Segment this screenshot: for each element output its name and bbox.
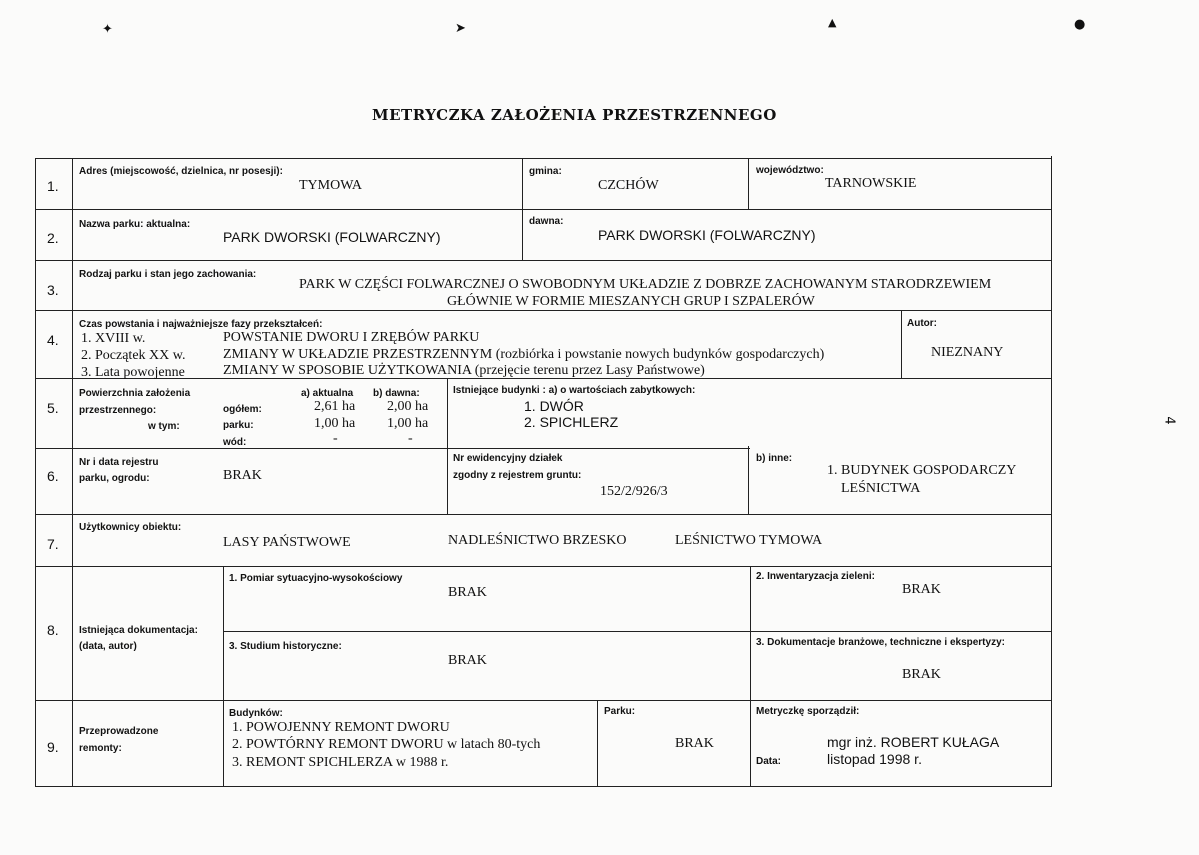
rejestr-value: BRAK xyxy=(223,468,262,483)
studium-value: BRAK xyxy=(448,653,487,668)
adres-value: TYMOWA xyxy=(299,178,362,193)
uzytkownicy-label: Użytkownicy obiektu: xyxy=(79,522,182,533)
r6-div-b xyxy=(748,446,749,514)
page-title: METRYCZKA ZAŁOŻENIA PRZESTRZENNEGO xyxy=(372,106,777,124)
sporzadzil-label: Metryczkę sporządził: xyxy=(756,706,860,717)
phase-2-what: ZMIANY W UKŁADZIE PRZESTRZENNYM (rozbiórka i powstanie nowych budynków gospodarczych) xyxy=(223,347,825,362)
budynek-1: 1. DWÓR xyxy=(524,398,584,414)
row-7-top xyxy=(35,514,1052,515)
r2-div xyxy=(522,209,523,260)
r1-div-a xyxy=(522,158,523,209)
inwentaryzacja-label: 2. Inwentaryzacja zieleni: xyxy=(756,571,875,582)
powierzchnia-label-2: przestrzennego: xyxy=(79,405,157,416)
ogolem-aktualna: 2,61 ha xyxy=(314,399,356,414)
table-left-border xyxy=(35,158,36,787)
row-number-4: 4. xyxy=(47,332,59,348)
studium-label: 3. Studium historyczne: xyxy=(229,641,342,652)
row-number-2: 2. xyxy=(47,230,59,246)
row-3-top xyxy=(35,260,1052,261)
r89-div-b xyxy=(750,566,751,786)
rejestr-label-2: parku, ogrodu: xyxy=(79,473,150,484)
number-column-divider xyxy=(72,158,73,787)
nazwa-aktualna-value: PARK DWORSKI (FOLWARCZNY) xyxy=(223,229,441,245)
phase-1-when: 1. XVIII w. xyxy=(81,331,146,346)
gmina-label: gmina: xyxy=(529,166,562,177)
row-1-top xyxy=(35,158,1052,159)
row-2-top xyxy=(35,209,1052,210)
dokumentacje-label: 3. Dokumentacje branżowe, techniczne i ekspertyzy: xyxy=(756,637,1005,648)
sporzadzil-value: mgr inż. ROBERT KUŁAGA xyxy=(827,734,1000,750)
parku-dawna: 1,00 ha xyxy=(387,416,429,431)
budynkow-label: Budynków: xyxy=(229,708,283,719)
row-number-9: 9. xyxy=(47,739,59,755)
r89-div-a xyxy=(223,566,224,786)
dokumentacja-label-2: (data, autor) xyxy=(79,641,137,652)
czas-powstania-label: Czas powstania i najważniejsze fazy przekształceń: xyxy=(79,319,323,330)
pomiar-value: BRAK xyxy=(448,585,487,600)
row-6-top-left xyxy=(35,448,750,449)
ogolem-dawna: 2,00 ha xyxy=(387,399,429,414)
autor-value: NIEZNANY xyxy=(931,345,1004,360)
row-number-1: 1. xyxy=(47,178,59,194)
table-bottom-border xyxy=(35,786,1052,787)
powierzchnia-label-1: Powierzchnia założenia xyxy=(79,388,191,399)
scan-mark-3: ▲ xyxy=(828,16,837,29)
inwentaryzacja-value: BRAK xyxy=(902,582,941,597)
parku-remont-value: BRAK xyxy=(675,736,714,751)
parku-label: parku: xyxy=(223,420,254,431)
rodzaj-parku-line-2: GŁÓWNIE W FORMIE MIESZANYCH GRUP I SZPALERÓW xyxy=(447,294,815,309)
w-tym-label: w tym: xyxy=(148,421,180,432)
autor-label: Autor: xyxy=(907,318,937,329)
r1-div-b xyxy=(748,158,749,209)
wojewodztwo-value: TARNOWSKIE xyxy=(825,176,917,191)
col-dawna-label: b) dawna: xyxy=(373,388,420,399)
parku-remont-label: Parku: xyxy=(604,706,636,717)
wod-aktualna: - xyxy=(333,431,338,446)
col-aktualna-label: a) aktualna xyxy=(301,388,354,399)
nazwa-parku-label: Nazwa parku: aktualna: xyxy=(79,219,191,230)
row-number-6: 6. xyxy=(47,468,59,484)
rodzaj-parku-line-1: PARK W CZĘŚCI FOLWARCZNEJ O SWOBODNYM UKŁADZIE Z DOBRZE ZACHOWANYM STARODRZEWIEM xyxy=(299,277,992,292)
ogolem-label: ogółem: xyxy=(223,404,262,415)
row-4-top xyxy=(35,310,1052,311)
uzytkownik-1: LASY PAŃSTWOWE xyxy=(223,535,351,550)
row-8-top xyxy=(35,566,1052,567)
wod-label: wód: xyxy=(223,437,247,448)
inne-value-2: LEŚNICTWA xyxy=(841,481,921,496)
side-page-number: 4 xyxy=(1161,416,1177,425)
row-number-8: 8. xyxy=(47,622,59,638)
remont-2: 2. POWTÓRNY REMONT DWORU w latach 80-tych xyxy=(232,737,541,752)
dokumentacje-value: BRAK xyxy=(902,667,941,682)
phase-2-when: 2. Początek XX w. xyxy=(81,348,186,363)
adres-label: Adres (miejscowość, dzielnica, nr posesji): xyxy=(79,166,283,177)
wod-dawna: - xyxy=(408,431,413,446)
r4-div xyxy=(901,310,902,378)
scan-mark-1: ✦ xyxy=(102,22,113,37)
budynek-2: 2. SPICHLERZ xyxy=(524,414,619,430)
ewidencja-value: 152/2/926/3 xyxy=(600,484,668,499)
remonty-label-1: Przeprowadzone xyxy=(79,726,159,737)
remont-3: 3. REMONT SPICHLERZA w 1988 r. xyxy=(232,755,449,770)
rejestr-label-1: Nr i data rejestru xyxy=(79,457,159,468)
row-number-3: 3. xyxy=(47,282,59,298)
row-9-top xyxy=(35,700,1052,701)
r56-div-a xyxy=(447,378,448,514)
data-value: listopad 1998 r. xyxy=(827,751,922,767)
uzytkownik-3: LEŚNICTWO TYMOWA xyxy=(675,533,823,548)
row-number-5: 5. xyxy=(47,400,59,416)
dawna-label: dawna: xyxy=(529,216,564,227)
row-number-7: 7. xyxy=(47,536,59,552)
data-label: Data: xyxy=(756,756,782,767)
parku-aktualna: 1,00 ha xyxy=(314,416,356,431)
inne-label: b) inne: xyxy=(756,453,793,464)
uzytkownik-2: NADLEŚNICTWO BRZESKO xyxy=(448,533,627,548)
scan-mark-4: ● xyxy=(1074,17,1086,32)
rodzaj-parku-label: Rodzaj parku i stan jego zachowania: xyxy=(79,269,257,280)
budynki-label: Istniejące budynki : a) o wartościach zabytkowych: xyxy=(453,385,696,396)
remonty-label-2: remonty: xyxy=(79,743,122,754)
ewidencja-label-1: Nr ewidencyjny działek xyxy=(453,453,563,464)
dokumentacja-label-1: Istniejąca dokumentacja: xyxy=(79,625,198,636)
scan-mark-2: ➤ xyxy=(455,21,466,36)
phase-3-what: ZMIANY W SPOSOBIE UŻYTKOWANIA (przejęcie terenu przez Lasy Państwowe) xyxy=(223,363,705,378)
remont-1: 1. POWOJENNY REMONT DWORU xyxy=(232,720,450,735)
ewidencja-label-2: zgodny z rejestrem gruntu: xyxy=(453,470,582,481)
r9-div-c xyxy=(597,700,598,786)
gmina-value: CZCHÓW xyxy=(598,178,659,193)
row-8-mid xyxy=(223,631,1052,632)
inne-value-1: 1. BUDYNEK GOSPODARCZY xyxy=(827,463,1017,478)
wojewodztwo-label: województwo: xyxy=(756,165,824,176)
nazwa-dawna-value: PARK DWORSKI (FOLWARCZNY) xyxy=(598,227,816,243)
phase-3-when: 3. Lata powojenne xyxy=(81,365,185,380)
phase-1-what: POWSTANIE DWORU I ZRĘBÓW PARKU xyxy=(223,330,480,345)
pomiar-label: 1. Pomiar sytuacyjno-wysokościowy xyxy=(229,573,403,584)
table-right-border xyxy=(1051,156,1052,787)
